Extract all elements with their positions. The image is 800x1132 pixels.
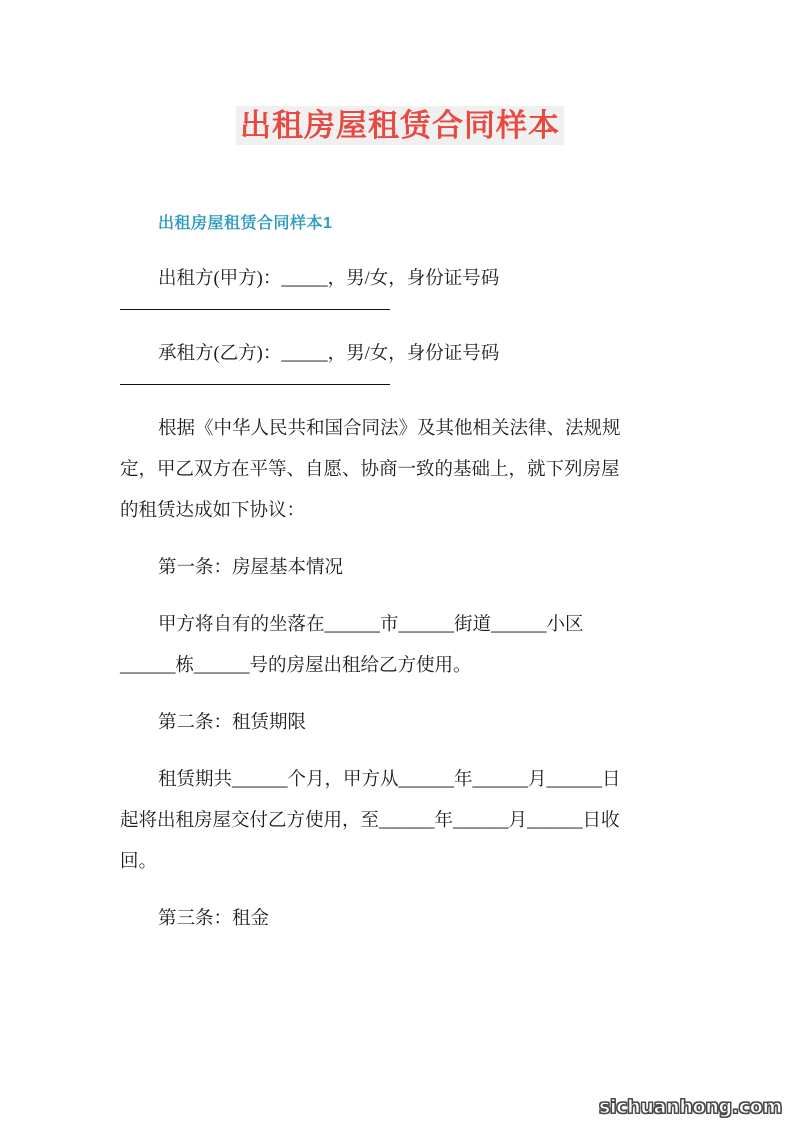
spacer (120, 744, 680, 760)
site-watermark: sichuanhong.com (598, 1096, 782, 1118)
preamble-line-3: 的租赁达成如下协议： (120, 501, 306, 521)
page-title-text: 出租房屋租赁合同样本 (236, 106, 564, 145)
spacer (120, 589, 680, 605)
spacer (120, 310, 680, 334)
lessee-line: 承租方(乙方)：_____，男/女，身份证号码 (158, 344, 500, 364)
article-2-line-3: 回。 (120, 852, 158, 872)
document-body (120, 210, 680, 940)
preamble-line-2: 定，甲乙双方在平等、自愿、协商一致的基础上，就下列房屋 (120, 460, 620, 480)
article-2-heading: 第二条：租赁期限 (158, 713, 307, 733)
article-1-line-1: 甲方将自有的坐落在______市______街道______小区 (158, 615, 584, 635)
article-1-line-2: ______栋______号的房屋出租给乙方使用。 (120, 656, 472, 676)
page-title (0, 103, 800, 149)
spacer (120, 532, 680, 548)
section-subtitle: 出租房屋租赁合同样本1 (158, 215, 333, 232)
spacer (120, 385, 680, 409)
spacer (120, 883, 680, 899)
article-2-line-1: 租赁期共______个月，甲方从______年______月______日 (158, 770, 621, 790)
article-1-heading: 第一条：房屋基本情况 (158, 558, 344, 578)
lessor-line: 出租方(甲方)：_____，男/女，身份证号码 (158, 269, 500, 289)
preamble-line-1: 根据《中华人民共和国合同法》及其他相关法律、法规规 (158, 419, 621, 439)
article-2-line-2: 起将出租房屋交付乙方使用，至______年______月______日收 (120, 811, 620, 831)
article-3-heading: 第三条：租金 (158, 909, 270, 929)
spacer (120, 687, 680, 703)
